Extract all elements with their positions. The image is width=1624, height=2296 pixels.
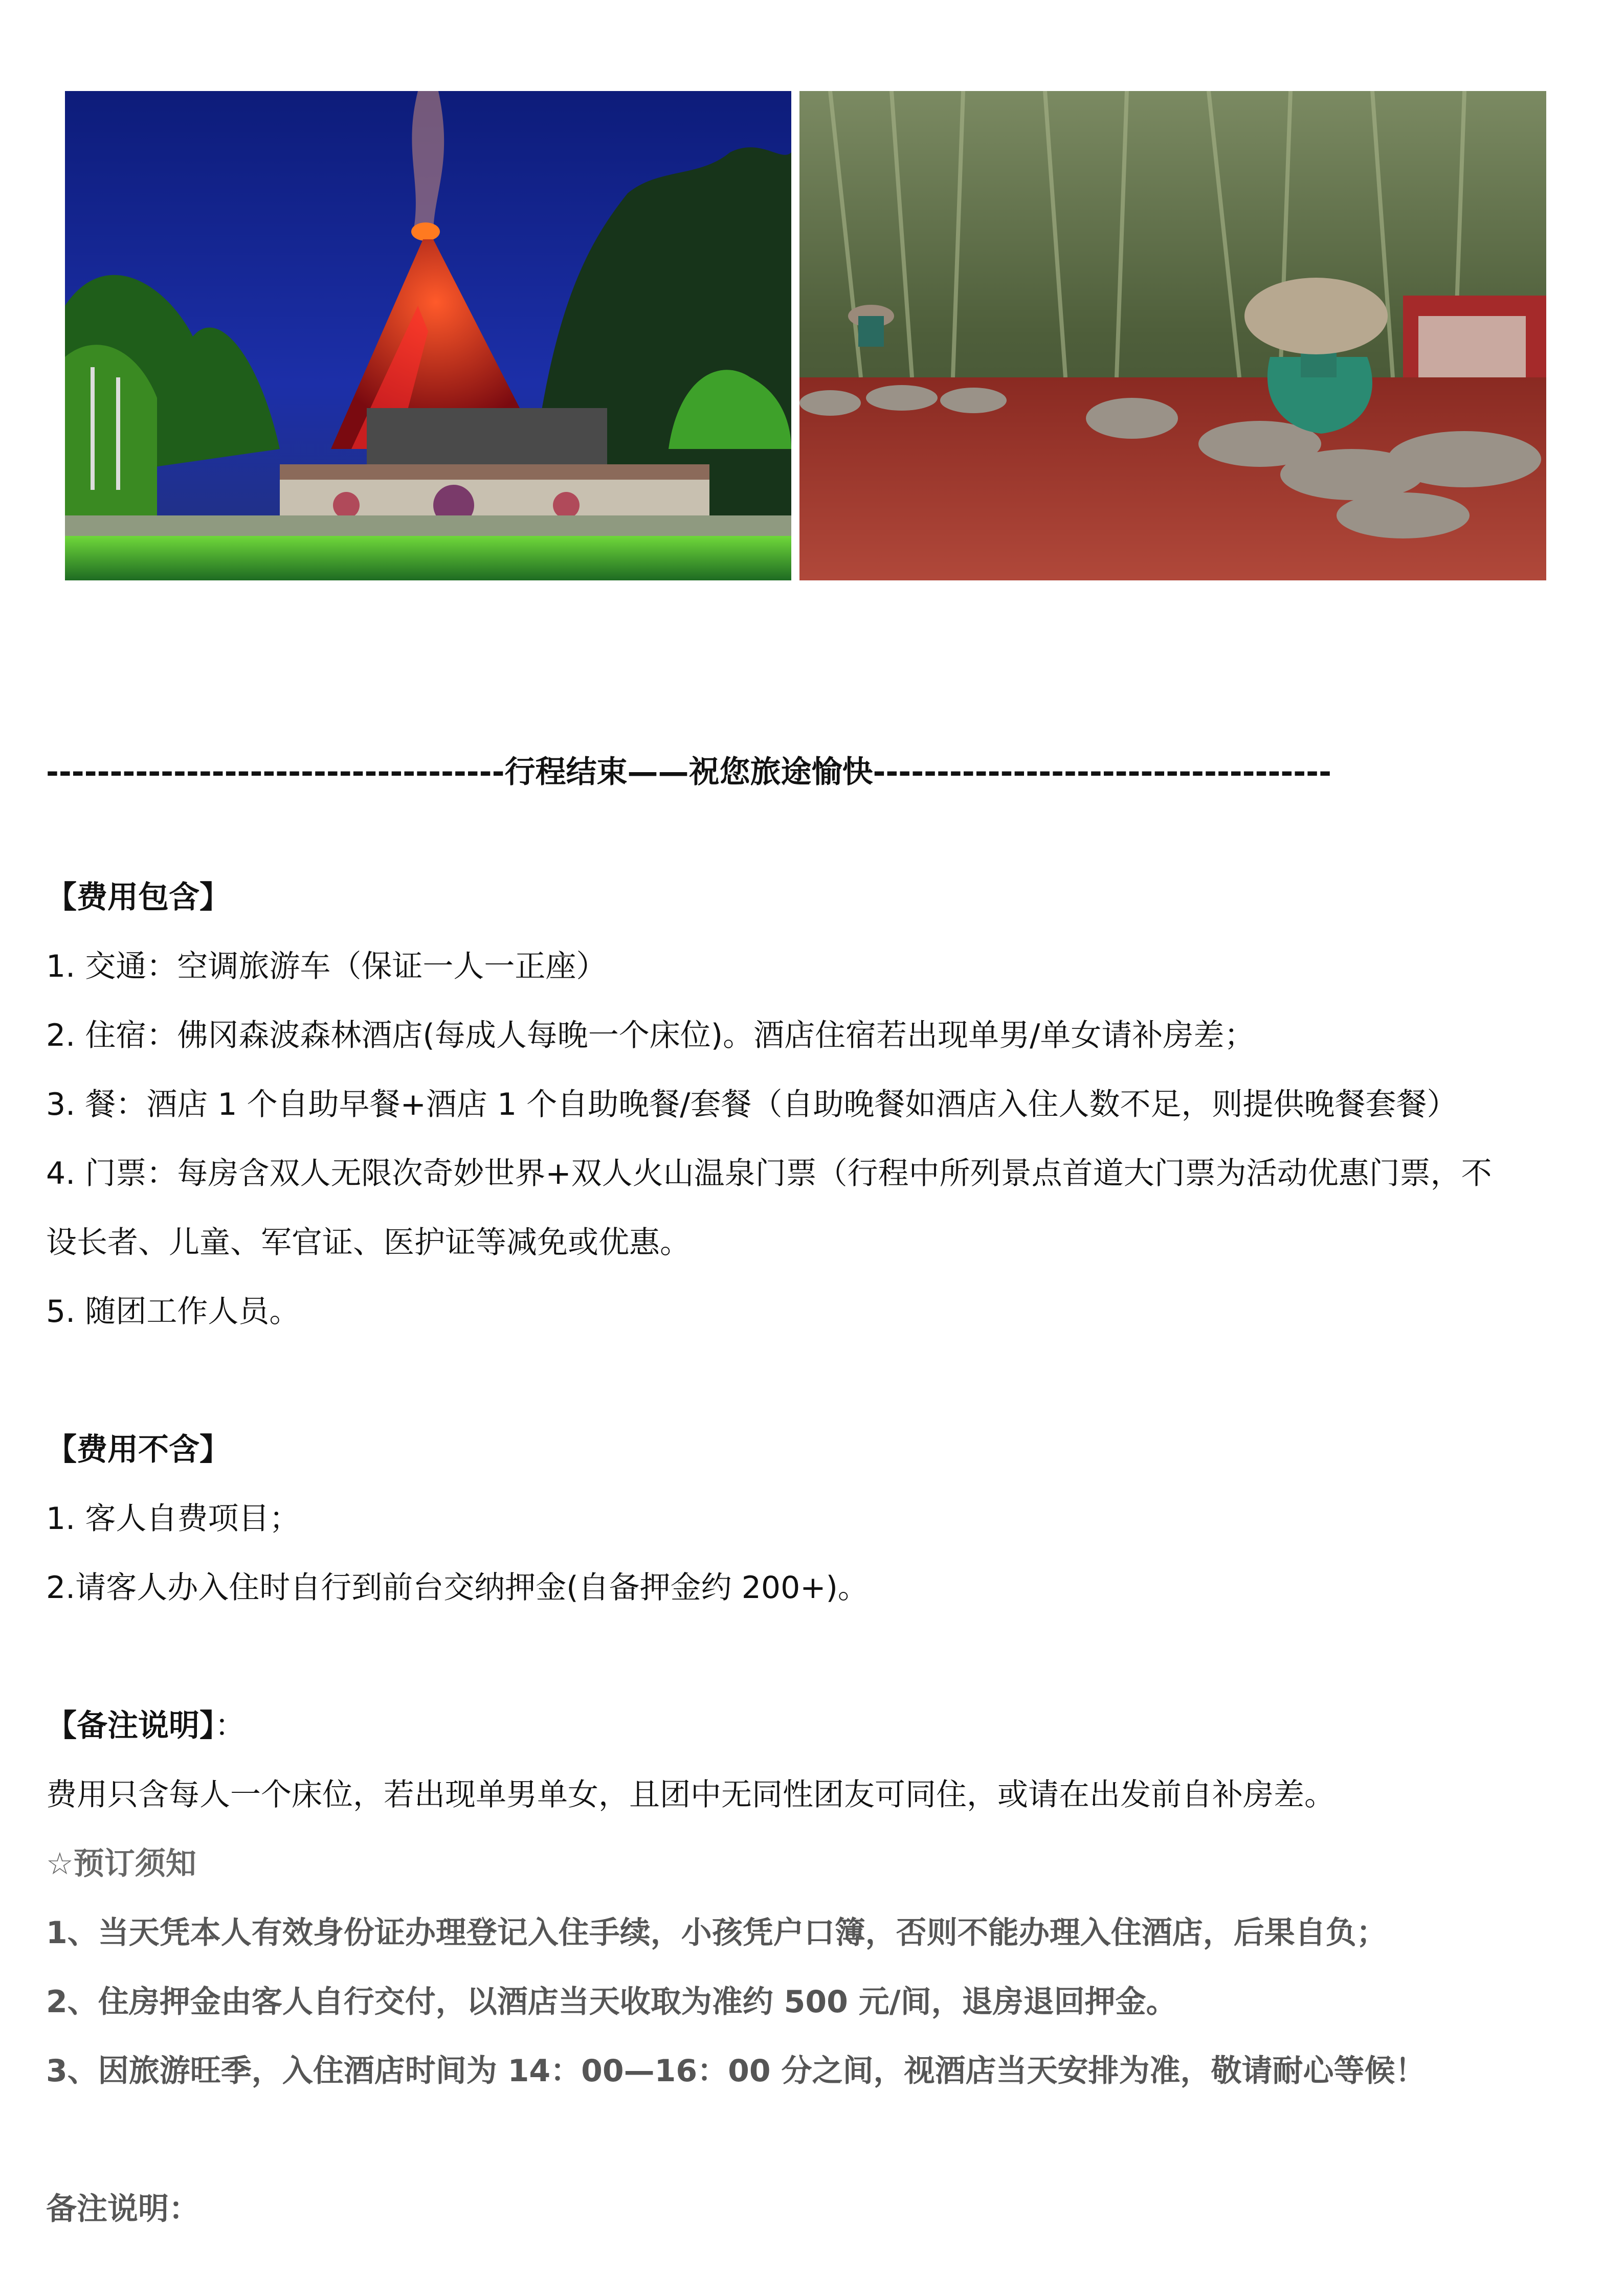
list-item: 2.请客人办入住时自行到前台交纳押金(自备押金约 200+)。: [46, 1570, 869, 1606]
list-item: 1. 交通：空调旅游车（保证一人一正座）: [46, 949, 607, 984]
volcano-night-photo: [65, 91, 791, 580]
list-item: 3、因旅游旺季，入住酒店时间为 14：00—16：00 分之间，视酒店当天安排为准，敬请耐心等候！: [46, 2053, 1426, 2089]
itinerary-end-divider: ------------------------------------行程结束——祝您旅途愉快------------------------------------: [46, 754, 1331, 790]
remarks-heading-row: [46, 1703, 1581, 1749]
list-item: 2、住房押金由客人自行交付，以酒店当天收取为准约 500 元/间，退房退回押金。: [46, 1984, 1177, 2020]
remarks-text: 费用只含每人一个床位，若出现单男单女，且团中无同性团友可同住，或请在出发前自补房差。: [46, 1777, 1335, 1813]
hot-spring-photo: [799, 91, 1546, 580]
list-item: 1、当天凭本人有效身份证办理登记入住手续，小孩凭户口簿，否则不能办理入住酒店，后果自负；: [46, 1915, 1387, 1951]
list-item: 5. 随团工作人员。: [46, 1294, 300, 1330]
list-item: 1. 客人自费项目；: [46, 1501, 300, 1537]
remarks-heading: 【备注说明】: [46, 1708, 215, 1744]
list-item: 4. 门票：每房含双人无限次奇妙世界+双人火山温泉门票（行程中所列景点首道大门票为活动优惠门票，不: [46, 1156, 1492, 1191]
fee-included-heading: 【费用包含】: [46, 880, 230, 915]
list-item: 设长者、儿童、军官证、医护证等减免或优惠。: [46, 1225, 691, 1260]
booking-notes-title: ☆预订须知: [46, 1846, 196, 1882]
list-item: 3. 餐：酒店 1 个自助早餐+酒店 1 个自助晚餐/套餐（自助晚餐如酒店入住人数不足，则提供晚餐套餐）: [46, 1087, 1458, 1122]
remarks-heading-colon: ：: [215, 1708, 246, 1744]
fee-excluded-heading: 【费用不含】: [46, 1432, 230, 1468]
list-item: 2. 住宿：佛冈森波森林酒店(每成人每晚一个床位)。酒店住宿若出现单男/单女请补房差；: [46, 1018, 1255, 1053]
final-remarks-heading: 备注说明：: [46, 2191, 199, 2227]
